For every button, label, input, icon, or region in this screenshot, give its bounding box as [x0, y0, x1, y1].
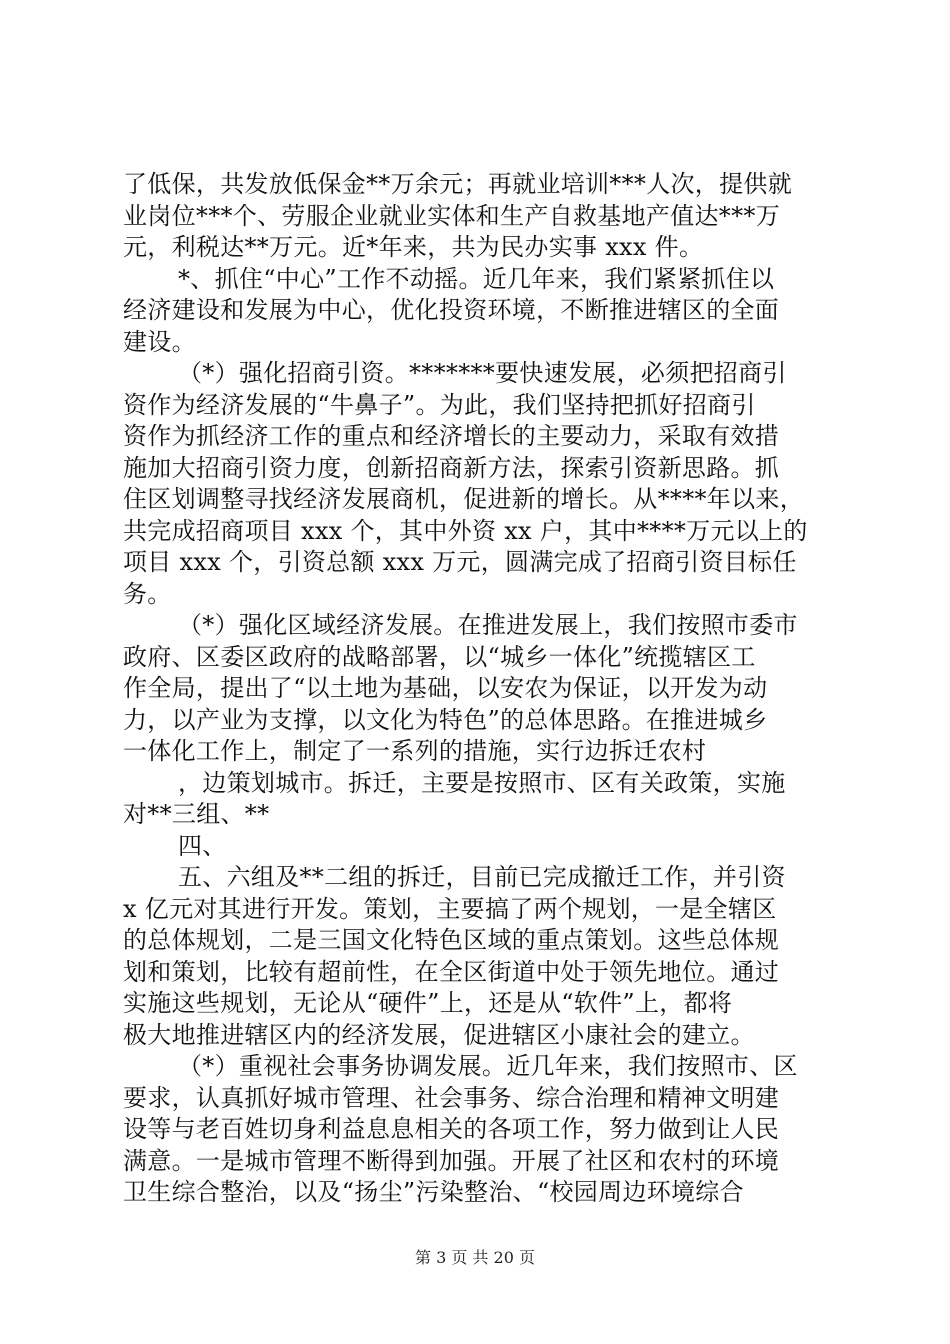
text-line: （*）重视社会事务协调发展。近几年来，我们按照市、区	[178, 1052, 798, 1080]
text-line: 划和策划，比较有超前性，在全区街道中处于领先地位。通过	[123, 957, 780, 986]
text-line: 业岗位***个、劳服企业就业实体和生产自救基地产值达***万	[123, 201, 780, 230]
text-line: 极大地推进辖区内的经济发展，促进辖区小康社会的建立。	[123, 1020, 755, 1049]
text-line: 实施这些规划，无论从“硬件”上，还是从“软件”上，都将	[123, 989, 733, 1017]
text-line: 政府、区委区政府的战略部署，以“城乡一体化”统揽辖区工	[123, 642, 756, 671]
page-number-footer: 第 3 页 共 20 页	[415, 1248, 535, 1267]
text-line: 满意。一是城市管理不断得到加强。开展了社区和农村的环境	[123, 1146, 780, 1175]
text-line: 项目 xxx 个，引资总额 xxx 万元，圆满完成了招商引资目标任	[123, 548, 797, 576]
text-line: 四、	[178, 831, 227, 860]
text-line: 卫生综合整治，以及“扬尘”污染整治、“校园周边环境综合	[123, 1178, 744, 1206]
text-line: 共完成招商项目 xxx 个，其中外资 xx 户，其中****万元以上的	[123, 516, 808, 545]
text-line: 五、六组及**二组的拆迁，目前已完成撤迁工作，并引资	[178, 863, 786, 891]
text-line: ，边策划城市。拆迁，主要是按照市、区有关政策，实施	[178, 768, 786, 797]
text-line: 要求，认真抓好城市管理、社会事务、综合治理和精神文明建	[123, 1083, 780, 1112]
text-line: 元，利税达**万元。近*年来，共为民办实事 xxx 件。	[123, 233, 704, 261]
text-line: 力，以产业为支撑，以文化为特色”的总体思路。在推进城乡	[123, 705, 768, 734]
text-line: 的总体规划，二是三国文化特色区域的重点策划。这些总体规	[123, 926, 780, 954]
text-line: 设等与老百姓切身利益息息相关的各项工作，努力做到让人民	[123, 1115, 780, 1143]
text-line: 对**三组、**	[123, 800, 270, 828]
text-line: （*）强化区域经济发展。在推进发展上，我们按照市委市	[178, 611, 798, 639]
text-line: *、抓住“中心”工作不动摇。近几年来，我们紧紧抓住以	[178, 264, 775, 293]
text-line: x 亿元对其进行开发。策划，主要搞了两个规划，一是全辖区	[123, 894, 777, 923]
text-line: 住区划调整寻找经济发展商机，促进新的增长。从****年以来，	[123, 485, 804, 513]
text-line: 经济建设和发展为中心，优化投资环境，不断推进辖区的全面	[123, 296, 780, 324]
text-line: 资作为抓经济工作的重点和经济增长的主要动力，采取有效措	[123, 422, 780, 450]
text-line: 建设。	[123, 327, 196, 356]
text-line: 作全局，提出了“以土地为基础，以安农为保证，以开发为动	[123, 674, 768, 702]
text-line: （*）强化招商引资。*******要快速发展，必须把招商引	[178, 359, 787, 387]
text-line: 施加大招商引资力度，创新招商新方法，探索引资新思路。抓	[123, 453, 780, 482]
text-line: 资作为经济发展的“牛鼻子”。为此，我们坚持把抓好招商引	[123, 390, 756, 419]
text-line: 了低保，共发放低保金**万余元；再就业培训***人次，提供就	[123, 170, 792, 198]
text-line: 务。	[123, 579, 172, 608]
text-line: 一体化工作上，制定了一系列的措施，实行边拆迁农村	[123, 737, 707, 765]
